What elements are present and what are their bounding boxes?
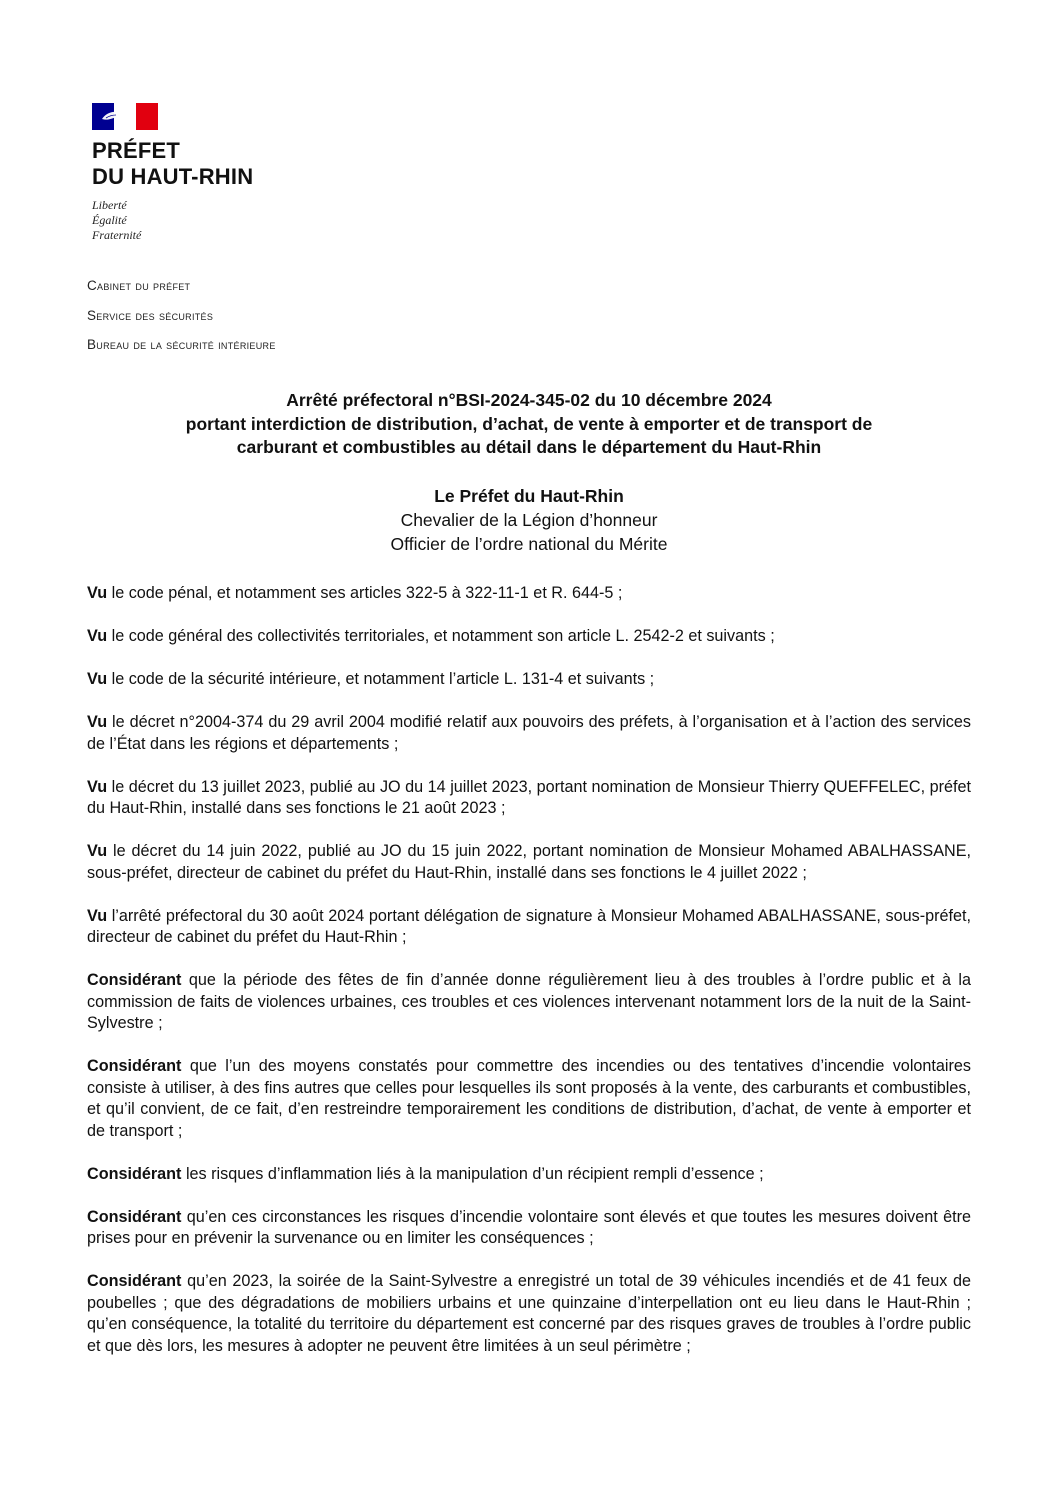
authority-distinction-2: Officier de l’ordre national du Mérite xyxy=(390,534,668,554)
paragraph-lead: Vu xyxy=(87,842,108,860)
paragraph xyxy=(87,970,971,1035)
paragraph-lead: Considérant xyxy=(87,1057,182,1075)
paragraph-text: le code de la sécurité intérieure, et notamment l’article L. 131-4 et suivants ; xyxy=(107,670,655,688)
prefecture-logo xyxy=(92,103,292,243)
paragraph xyxy=(87,626,971,648)
authority-name: Le Préfet du Haut-Rhin xyxy=(434,486,624,506)
paragraph-lead: Vu xyxy=(87,584,108,602)
paragraph-lead: Considérant xyxy=(87,1164,182,1183)
paragraph xyxy=(87,841,971,884)
paragraph xyxy=(87,1207,971,1250)
decree-title-line2: portant interdiction de distribution, d’achat, de vente à emporter et de transport de xyxy=(185,413,873,434)
paragraph-text: que l’un des moyens constatés pour commettre des incendies ou des tentatives d’incendie volontaires consiste à utiliser, à des fins autres que celles pour lesquelles ils sont proposés à la vente, des carburants et combustibles, et qu’il convient, de ce fait, d’en restreindre temporairement les conditions de distribution, d’achat, de vente à emporter et de transport ; xyxy=(87,1057,971,1140)
paragraph xyxy=(87,906,971,949)
paragraph-text: l’arrêté préfectoral du 30 août 2024 portant délégation de signature à Monsieur Mohamed ABALHASSANE, sous-préfet, directeur de cabinet du préfet du Haut-Rhin ; xyxy=(87,906,971,946)
republic-motto xyxy=(92,198,292,243)
paragraph xyxy=(87,1056,971,1142)
paragraph-text: le code général des collectivités territoriales, et notamment son article L. 2542-2 et suivants ; xyxy=(107,627,775,645)
decree-title-line3: carburant et combustibles au détail dans le département du Haut-Rhin xyxy=(236,437,822,457)
paragraph-text: le décret du 13 juillet 2023, publié au JO du 14 juillet 2023, portant nomination de Monsieur Thierry QUEFFELEC, préfet du Haut-Rhin, installé dans ses fonctions le 21 août 2023 ; xyxy=(87,777,971,817)
paragraph-text: qu’en ces circonstances les risques d’incendie volontaire sont élevés et que toutes les mesures doivent être prises pour en prévenir la survenance ou en limiter les conséquences ; xyxy=(87,1207,971,1247)
prefecture-name-line1: PRÉFET xyxy=(92,138,180,163)
paragraph xyxy=(87,1164,971,1186)
paragraph-text: que la période des fêtes de fin d’année donne régulièrement lieu à des troubles à l’ordre public et à la commission de faits de violences urbaines, ces troubles et ces violences intervenant notamment lors de la nuit de la Saint-Sylvestre ; xyxy=(87,971,971,1032)
paragraph-lead: Vu xyxy=(87,777,108,796)
service-cabinet: Cabinet du préfet xyxy=(87,278,191,293)
paragraph-lead: Vu xyxy=(87,670,108,688)
paragraph-text: qu’en 2023, la soirée de la Saint-Sylvestre a enregistré un total de 39 véhicules incendiés et de 41 feux de poubelles ; que des dégradations de mobiliers urbains et une quinzaine d’interpellation ont eu lieu dans le Haut-Rhin ; qu’en conséquence, la totalité du territoire du département est concerné par des risques graves de troubles à l’ordre public et que dès lors, les mesures à adopter ne peuvent être limitées à un seul périmètre ; xyxy=(87,1272,971,1355)
prefecture-name xyxy=(92,138,292,190)
service-securites: Service des sécurités xyxy=(87,307,214,323)
authority-block xyxy=(87,484,971,556)
paragraph-lead: Considérant xyxy=(87,971,182,989)
decree-body xyxy=(87,583,971,1379)
paragraph xyxy=(87,777,971,820)
paragraph-text: le code pénal, et notamment ses articles 322-5 à 322-11-1 et R. 644-5 ; xyxy=(107,584,623,602)
paragraph-lead: Considérant xyxy=(87,1207,182,1226)
paragraph-lead: Vu xyxy=(87,906,108,925)
motto-egalite: Égalité xyxy=(92,213,127,227)
paragraph-lead: Considérant xyxy=(87,1272,182,1290)
paragraph-lead: Vu xyxy=(87,713,108,731)
decree-title-line1: Arrêté préfectoral n°BSI-2024-345-02 du 10 décembre 2024 xyxy=(286,390,772,410)
decree-title xyxy=(87,389,971,460)
paragraph-lead: Vu xyxy=(87,627,108,645)
paragraph xyxy=(87,669,971,691)
paragraph-text: le décret du 14 juin 2022, publié au JO du 15 juin 2022, portant nomination de Monsieur Mohamed ABALHASSANE, sous-préfet, directeur de cabinet du préfet du Haut-Rhin, installé dans ses fonctions le 4 juillet 2022 ; xyxy=(87,842,971,882)
motto-fraternite: Fraternité xyxy=(92,228,142,242)
french-flag-icon xyxy=(92,103,158,130)
paragraph xyxy=(87,712,971,755)
paragraph xyxy=(87,1271,971,1357)
paragraph-text: le décret n°2004-374 du 29 avril 2004 modifié relatif aux pouvoirs des préfets, à l’organisation et à l’action des services de l’État dans les régions et départements ; xyxy=(87,713,971,753)
service-bureau: Bureau de la sécurité intérieure xyxy=(87,337,276,352)
authority-distinction-1: Chevalier de la Légion d’honneur xyxy=(400,510,658,530)
paragraph xyxy=(87,583,971,605)
prefecture-name-line2: DU HAUT-RHIN xyxy=(92,164,254,189)
issuing-services xyxy=(87,276,276,365)
paragraph-text: les risques d’inflammation liés à la manipulation d’un récipient rempli d’essence ; xyxy=(181,1164,764,1183)
motto-liberte: Liberté xyxy=(92,198,127,212)
